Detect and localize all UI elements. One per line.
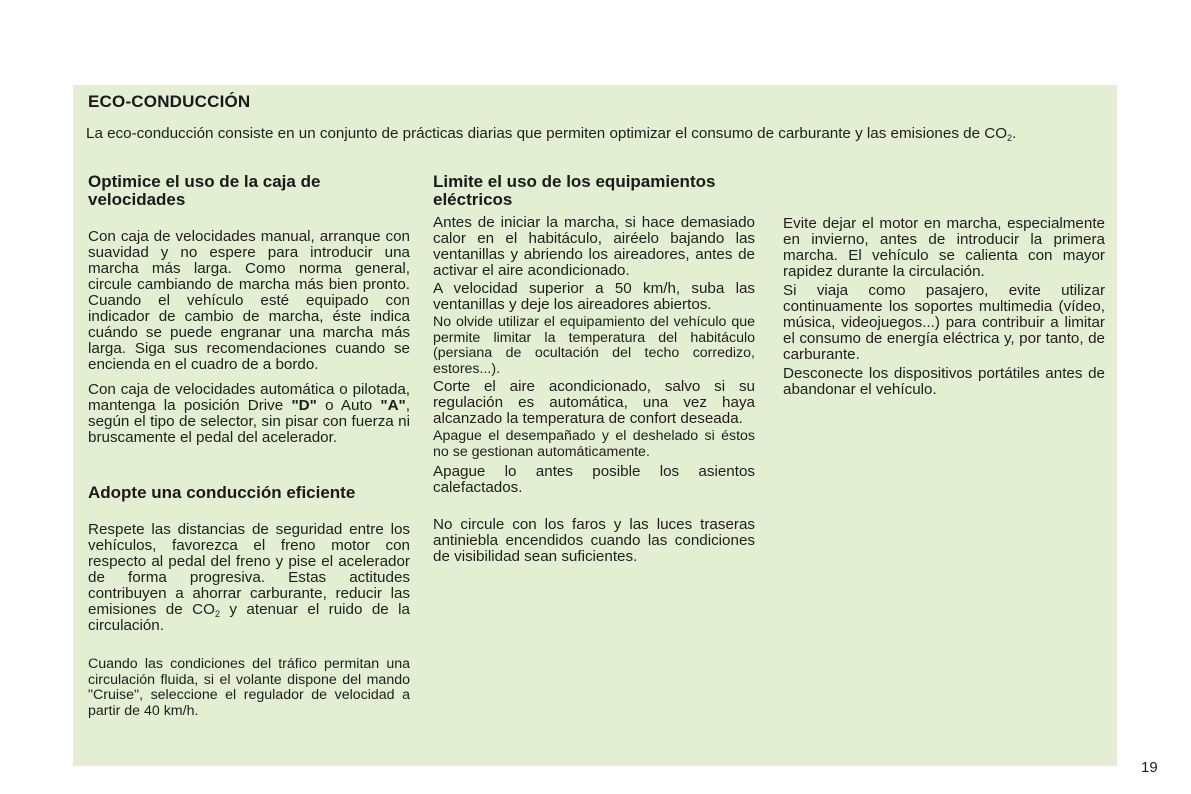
heading-gearbox: Optimice el uso de la caja de velocidades <box>88 172 321 209</box>
heading-efficient-driving: Adopte una conducción eficiente <box>88 483 356 502</box>
paragraph-air-conditioning: Corte el aire acondicionado, salvo si su regulación es automática, una vez haya alcanzado la temperatura de confort deseada. <box>433 378 755 428</box>
safety-text-b: y atenuar el ruido de la circulación. <box>88 601 410 634</box>
intro-subscript: 2 <box>1007 133 1013 143</box>
paragraph-fog-lights: No circule con los faros y las luces traseras antiniebla encendidos cuando las condiciones de visibilidad sean suficientes. <box>433 515 755 565</box>
paragraph-windows-speed: A velocidad superior a 50 km/h, suba las ventanillas y deje los aireadores abiertos. <box>433 280 755 313</box>
paragraph-multimedia: Si viaja como pasajero, evite utilizar continuamente los soportes multimedia (vídeo, música, videojuegos...) para contribuir a limitar el consumo de energía eléctrica y, por tanto, de carburante. <box>783 282 1105 363</box>
paragraph-manual-gearbox: Con caja de velocidades manual, arranque con suavidad y no espere para introducir una marcha más larga. Como norma general, circule cambiando de marcha más bien pronto. Cuando el vehículo esté equipado con indicador de cambio de marcha, éste indica cuándo se puede engranar una marcha más larga. Siga sus recomendaciones cuando se encienda en el cuadro de a bordo. <box>88 228 410 373</box>
auto-text-b: o Auto <box>316 397 381 414</box>
heading-electrical: Limite el uso de los equipamientos eléctricos <box>433 172 716 209</box>
column-electrical <box>433 173 755 565</box>
page-number: 19 <box>1141 759 1158 776</box>
drive-d-label: "D" <box>291 397 317 414</box>
paragraph-safety-distance <box>88 522 410 634</box>
co2-subscript: 2 <box>214 609 220 619</box>
paragraph-portable-devices: Desconecte los dispositivos portátiles antes de abandonar el vehículo. <box>783 365 1105 398</box>
column-engine <box>783 216 1105 398</box>
page-title: ECO-CONDUCCIÓN <box>88 92 251 111</box>
intro-end: . <box>1012 125 1017 142</box>
paragraph-hot-cabin: Antes de iniciar la marcha, si hace demasiado calor en el habitáculo, airéelo bajando las ventanillas y abriendo los aireadores, antes de activar el aire acondicionado. <box>433 214 755 279</box>
paragraph-engine-idle: Evite dejar el motor en marcha, especialmente en invierno, antes de introducir la primera marcha. El vehículo se calienta con mayor rapidez durante la circulación. <box>783 215 1105 280</box>
paragraph-sunblind: No olvide utilizar el equipamiento del vehículo que permite limitar la temperatura del habitáculo (persiana de ocultación del techo corredizo, estores...). <box>433 314 755 377</box>
intro-text: La eco-conducción consiste en un conjunto de prácticas diarias que permiten optimizar el consumo de carburante y las emisiones de CO <box>86 125 1008 142</box>
paragraph-demisting: Apague el desempañado y el deshelado si éstos no se gestionan automáticamente. <box>433 428 755 460</box>
paragraph-heated-seats: Apague lo antes posible los asientos calefactados. <box>433 462 755 496</box>
auto-a-label: "A" <box>380 397 406 414</box>
intro-paragraph <box>86 125 1106 142</box>
auto-text-a: Con caja de velocidades automática o pilotada, mantenga la posición Drive <box>88 381 410 414</box>
paragraph-automatic-gearbox <box>88 382 410 446</box>
column-gearbox <box>88 173 410 719</box>
safety-text-a: Respete las distancias de seguridad entre los vehículos, favorezca el freno motor con respecto al pedal del freno y pise el acelerador de forma progresiva. Estas actitudes contribuyen a ahorrar carburante, reducir las emisiones de CO <box>88 521 410 618</box>
eco-driving-panel <box>73 85 1117 766</box>
paragraph-cruise-control: Cuando las condiciones del tráfico permitan una circulación fluida, si el volante dispone del mando "Cruise", seleccione el regulador de velocidad a partir de 40 km/h. <box>88 656 410 719</box>
auto-text-c: , según el tipo de selector, sin pisar con fuerza ni bruscamente el pedal del acelerador. <box>88 397 410 446</box>
